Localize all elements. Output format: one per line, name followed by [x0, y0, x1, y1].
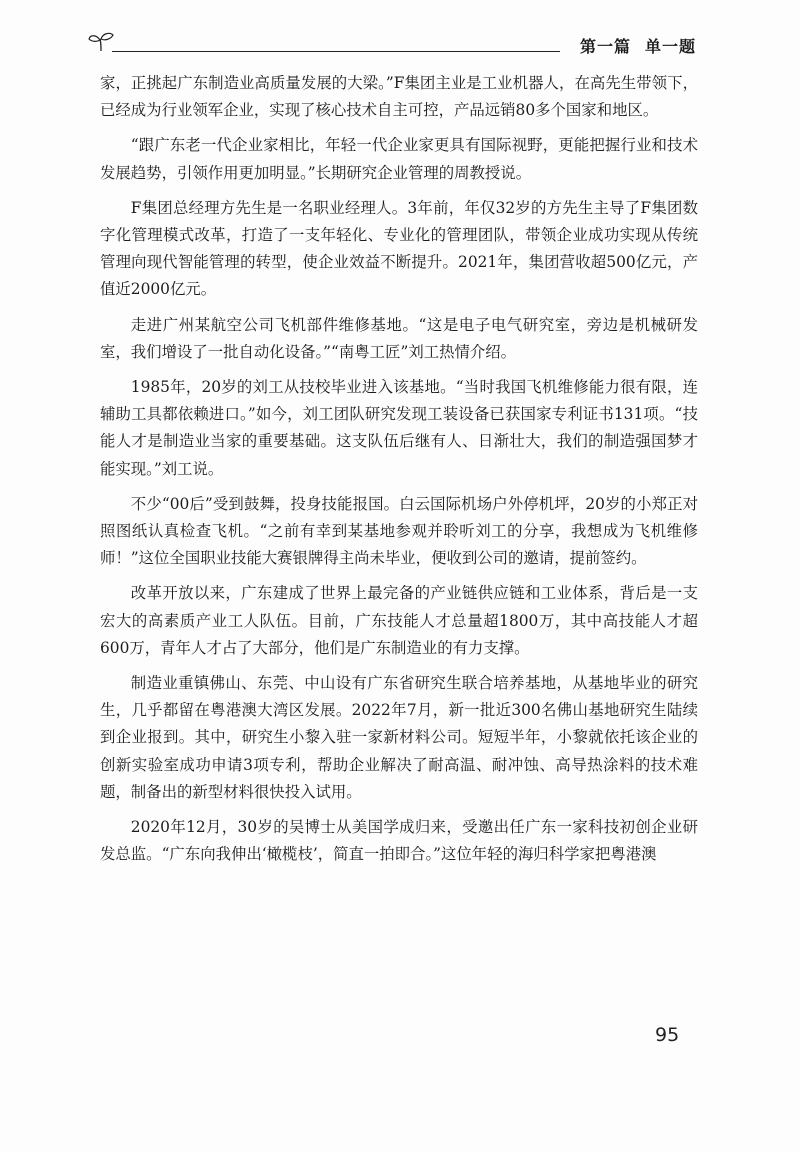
- paragraph: 不少“00后”受到鼓舞，投身技能报国。白云国际机场户外停机坪，20岁的小郑正对照图纸认真检查飞机。“之前有幸到某基地参观并聆听刘工的分享，我想成为飞机维修师！”这位全国职业技能大赛银牌得主尚未毕业，便收到公司的邀请，提前签约。: [100, 494, 698, 568]
- paragraph: 改革开放以来，广东建成了世界上最完备的产业链供应链和工业体系，背后是一支宏大的高素质产业工人队伍。目前，广东技能人才总量超1800万，其中高技能人才超600万，青年人才占了大部分，他们是广东制造业的有力支撑。: [100, 584, 698, 657]
- header-part: 第一篇: [579, 37, 631, 56]
- header-rule: [112, 51, 560, 52]
- paragraph: 制造业重镇佛山、东莞、中山设有广东省研究生联合培养基地，从基地毕业的研究生，几乎都留在粤港澳大湾区发展。2022年7月，新一批近300名佛山基地研究生陆续到企业报到。其中，研究生小黎入驻一家新材料公司。短短半年，小黎就依托该企业的创新实验室成功申请3项专利，帮助企业解决了耐高温、耐冲蚀、高导热涂料的技术难题，制备出的新型材料很快投入试用。: [100, 674, 698, 801]
- paragraph: “跟广东老一代企业家相比，年轻一代企业家更具有国际视野，更能把握行业和技术发展趋势，引领作用更加明显。”长期研究企业管理的周教授说。: [100, 136, 698, 182]
- page-number: 95: [655, 1024, 680, 1046]
- paragraph: 走进广州某航空公司飞机部件维修基地。“这是电子电气研究室，旁边是机械研发室，我们增设了一批自动化设备。”“南粤工匠”刘工热情介绍。: [100, 315, 698, 361]
- sprout-icon: [88, 30, 114, 52]
- paragraph: F集团总经理方先生是一名职业经理人。3年前，年仅32岁的方先生主导了F集团数字化管理模式改革，打造了一支年轻化、专业化的管理团队，带领企业成功实现从传统管理向现代智能管理的转型，使企业效益不断提升。2021年，集团营收超500亿元，产值近2000亿元。: [100, 198, 698, 299]
- paragraph: 家，正挑起广东制造业高质量发展的大梁。”F集团主业是工业机器人，在高先生带领下，已经成为行业领军企业，实现了核心技术自主可控，产品远销80多个国家和地区。: [100, 74, 698, 120]
- header-section: 单一题: [644, 37, 696, 56]
- paragraph: 2020年12月，30岁的吴博士从美国学成归来，受邀出任广东一家科技初创企业研发总监。“广东向我伸出‘橄榄枝’，简直一拍即合。”这位年轻的海归科学家把粤港澳: [100, 818, 698, 864]
- header-title: [580, 34, 696, 57]
- paragraph: 1985年，20岁的刘工从技校毕业进入该基地。“当时我国飞机维修能力很有限，连辅助工具都依赖进口。”如今，刘工团队研究发现工装设备已获国家专利证书131项。“技能人才是制造业当家的重要基础。这支队伍后继有人、日渐壮大，我们的制造强国梦才能实现。”刘工说。: [100, 378, 698, 478]
- running-header: [88, 28, 708, 58]
- body-text: [100, 70, 698, 868]
